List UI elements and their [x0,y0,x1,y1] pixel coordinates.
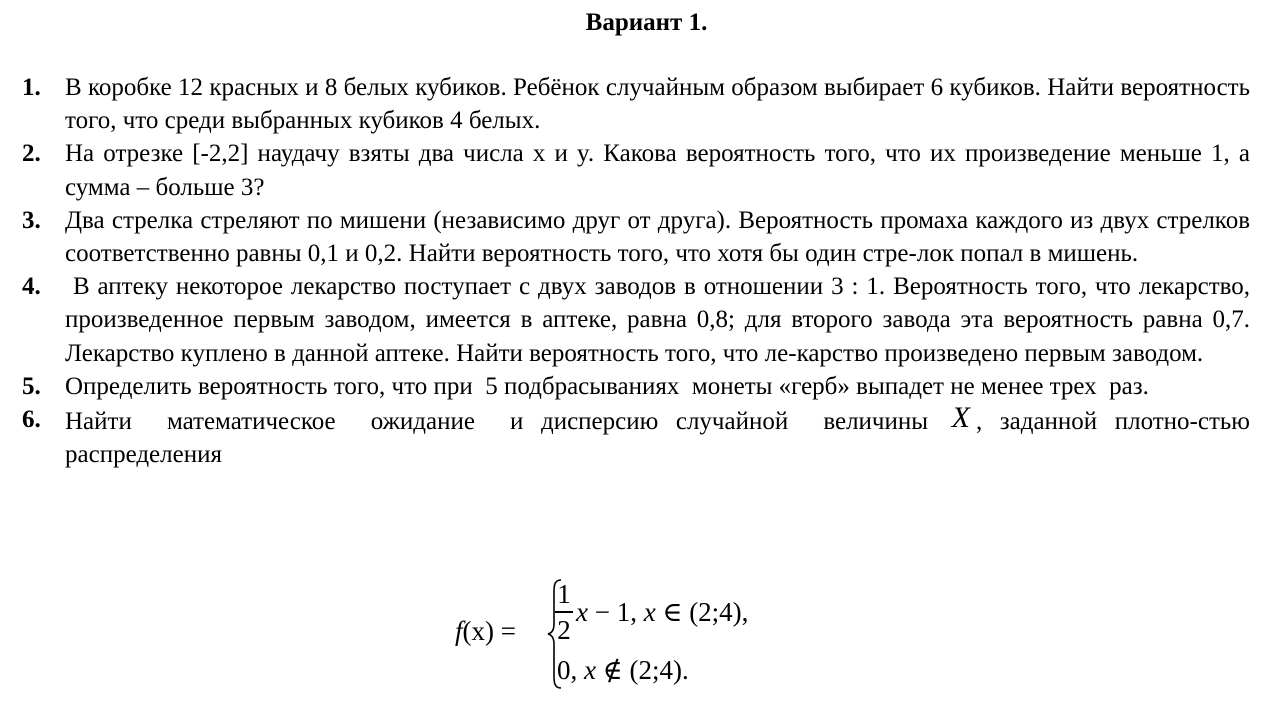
fraction-denominator: 2 [557,614,571,645]
formula-var: x [576,596,588,627]
formula-var: x [643,596,656,627]
fraction-numerator: 1 [557,579,571,610]
formula-expr: − 1, [587,596,644,627]
problem-text: Определить вероятность того, что при 5 подбрасываниях монеты «герб» выпадет не менее трех раз. [65,372,1149,400]
formula-case-1 [555,577,748,647]
fraction-one-half [555,579,573,645]
problem-6 [22,403,1250,471]
problem-text: Два стрелка стреляют по мишени (независимо друг от друга). Вероятность промаха каждого из двух стрелков соответственно равны 0,1 и 0,2. Найти вероятность того, что хотя бы один стре-лок попал в мишень. [65,206,1250,268]
formula-func-name: f [455,616,463,646]
variable-x: X [951,401,970,435]
problem-5 [22,370,1250,403]
problem-number: 5. [22,372,41,400]
problem-number: 6. [22,406,41,434]
problem-3 [22,204,1250,270]
problem-number: 3. [22,206,41,234]
problem-1 [22,71,1250,137]
problem-number: 2. [22,140,41,168]
formula-func-arg: (x) = [462,616,516,646]
problem-number: 4. [22,273,41,301]
formula-condition: ∈ (2;4), [655,596,749,627]
problem-text: На отрезке [-2,2] наудачу взяты два числа x и y. Какова вероятность того, что их произведение меньше 1, а сумма – больше 3? [65,140,1250,201]
problem-text [65,403,1250,471]
problem-2 [22,137,1250,203]
problem-text: В аптеку некоторое лекарство поступает с двух заводов в отношении 3 : 1. Вероятность того, что лекарство, произведенное первым заводом, имеется в аптеке, равна 0,8; для второго завода эта вероятность равна 0,7. Лекарство куплено в данной аптеке. Найти вероятность того, что ле-карство произведено первым заводом. [65,273,1257,367]
formula-lhs [455,616,516,647]
formula-case-2 [557,654,689,686]
density-formula [455,574,775,694]
page-title: Вариант 1. [585,9,708,36]
problem-number: 1. [22,74,41,101]
formula-condition: ∉ (2;4). [595,655,689,685]
problem-text-before: Найти математическое ожидание и дисперсию случайной величины [65,408,946,436]
problem-4 [22,270,1257,370]
problem-text: В коробке 12 красных и 8 белых кубиков. Ребёнок случайным образом выбирает 6 кубиков. Найти вероятность того, что среди выбранных кубиков 4 белых. [65,74,1250,135]
formula-var: x [584,655,596,685]
problem-list [22,71,1257,471]
fraction-bar [555,611,573,613]
problem-text-after: , заданной плотно-стью распределения [65,408,1250,469]
formula-zero: 0, [557,655,584,685]
